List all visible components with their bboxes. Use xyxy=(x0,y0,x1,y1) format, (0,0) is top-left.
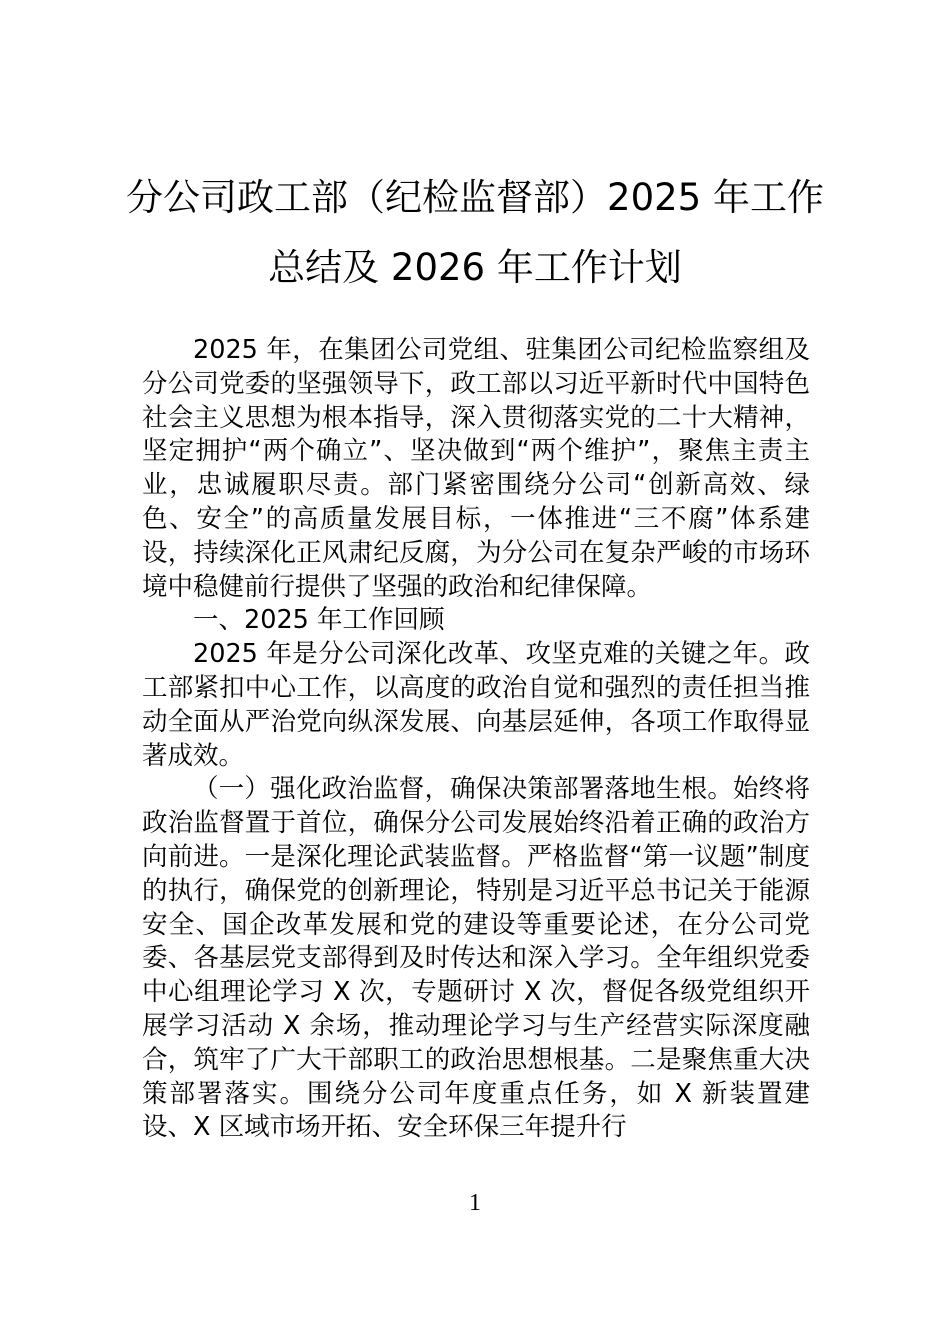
page-number: 1 xyxy=(469,1190,481,1216)
document-body xyxy=(142,334,810,1145)
review-paragraph: 2025 年是分公司深化改革、攻坚克难的关键之年。政工部紧扣中心工作，以高度的政治自觉和强烈的责任担当推动全面从严治党向纵深发展、向基层延伸，各项工作取得显著成效。 xyxy=(142,639,810,771)
intro-paragraph: 2025 年，在集团公司党组、驻集团公司纪检监察组及分公司党委的坚强领导下，政工部以习近平新时代中国特色社会主义思想为根本指导，深入贯彻落实党的二十大精神，坚定拥护“两个确立”、坚决做到“两个维护”，聚焦主责主业，忠诚履职尽责。部门紧密围绕分公司“创新高效、绿色、安全”的高质量发展目标，一体推进“三不腐”体系建设，持续深化正风肃纪反腐，为分公司在复杂严峻的市场环境中稳健前行提供了坚强的政治和纪律保障。 xyxy=(142,335,810,602)
political-supervision-paragraph: （一）强化政治监督，确保决策部署落地生根。始终将政治监督置于首位，确保分公司发展始终沿着正确的政治方向前进。一是深化理论武装监督。严格监督“第一议题”制度的执行，确保党的创新理论，特别是习近平总书记关于能源安全、国企改革发展和党的建设等重要论述，在分公司党委、各基层党支部得到及时传达和深入学习。全年组织党委中心组理论学习 X 次，专题研讨 X 次，督促各级党组织开展学习活动 X 余场，推动理论学习与生产经营实际深度融合，筑牢了广大干部职工的政治思想根基。二是聚焦重大决策部署落实。围绕分公司年度重点任务，如 X 新装置建设、X 区域市场开拓、安全环保三年提升行 xyxy=(142,774,810,1143)
document-title-line-2: 总结及 2026 年工作计划 xyxy=(268,246,682,289)
section-heading-review: 一、2025 年工作回顾 xyxy=(193,605,445,636)
document-title-line-1: 分公司政工部（纪检监督部）2025 年工作 xyxy=(126,176,824,219)
